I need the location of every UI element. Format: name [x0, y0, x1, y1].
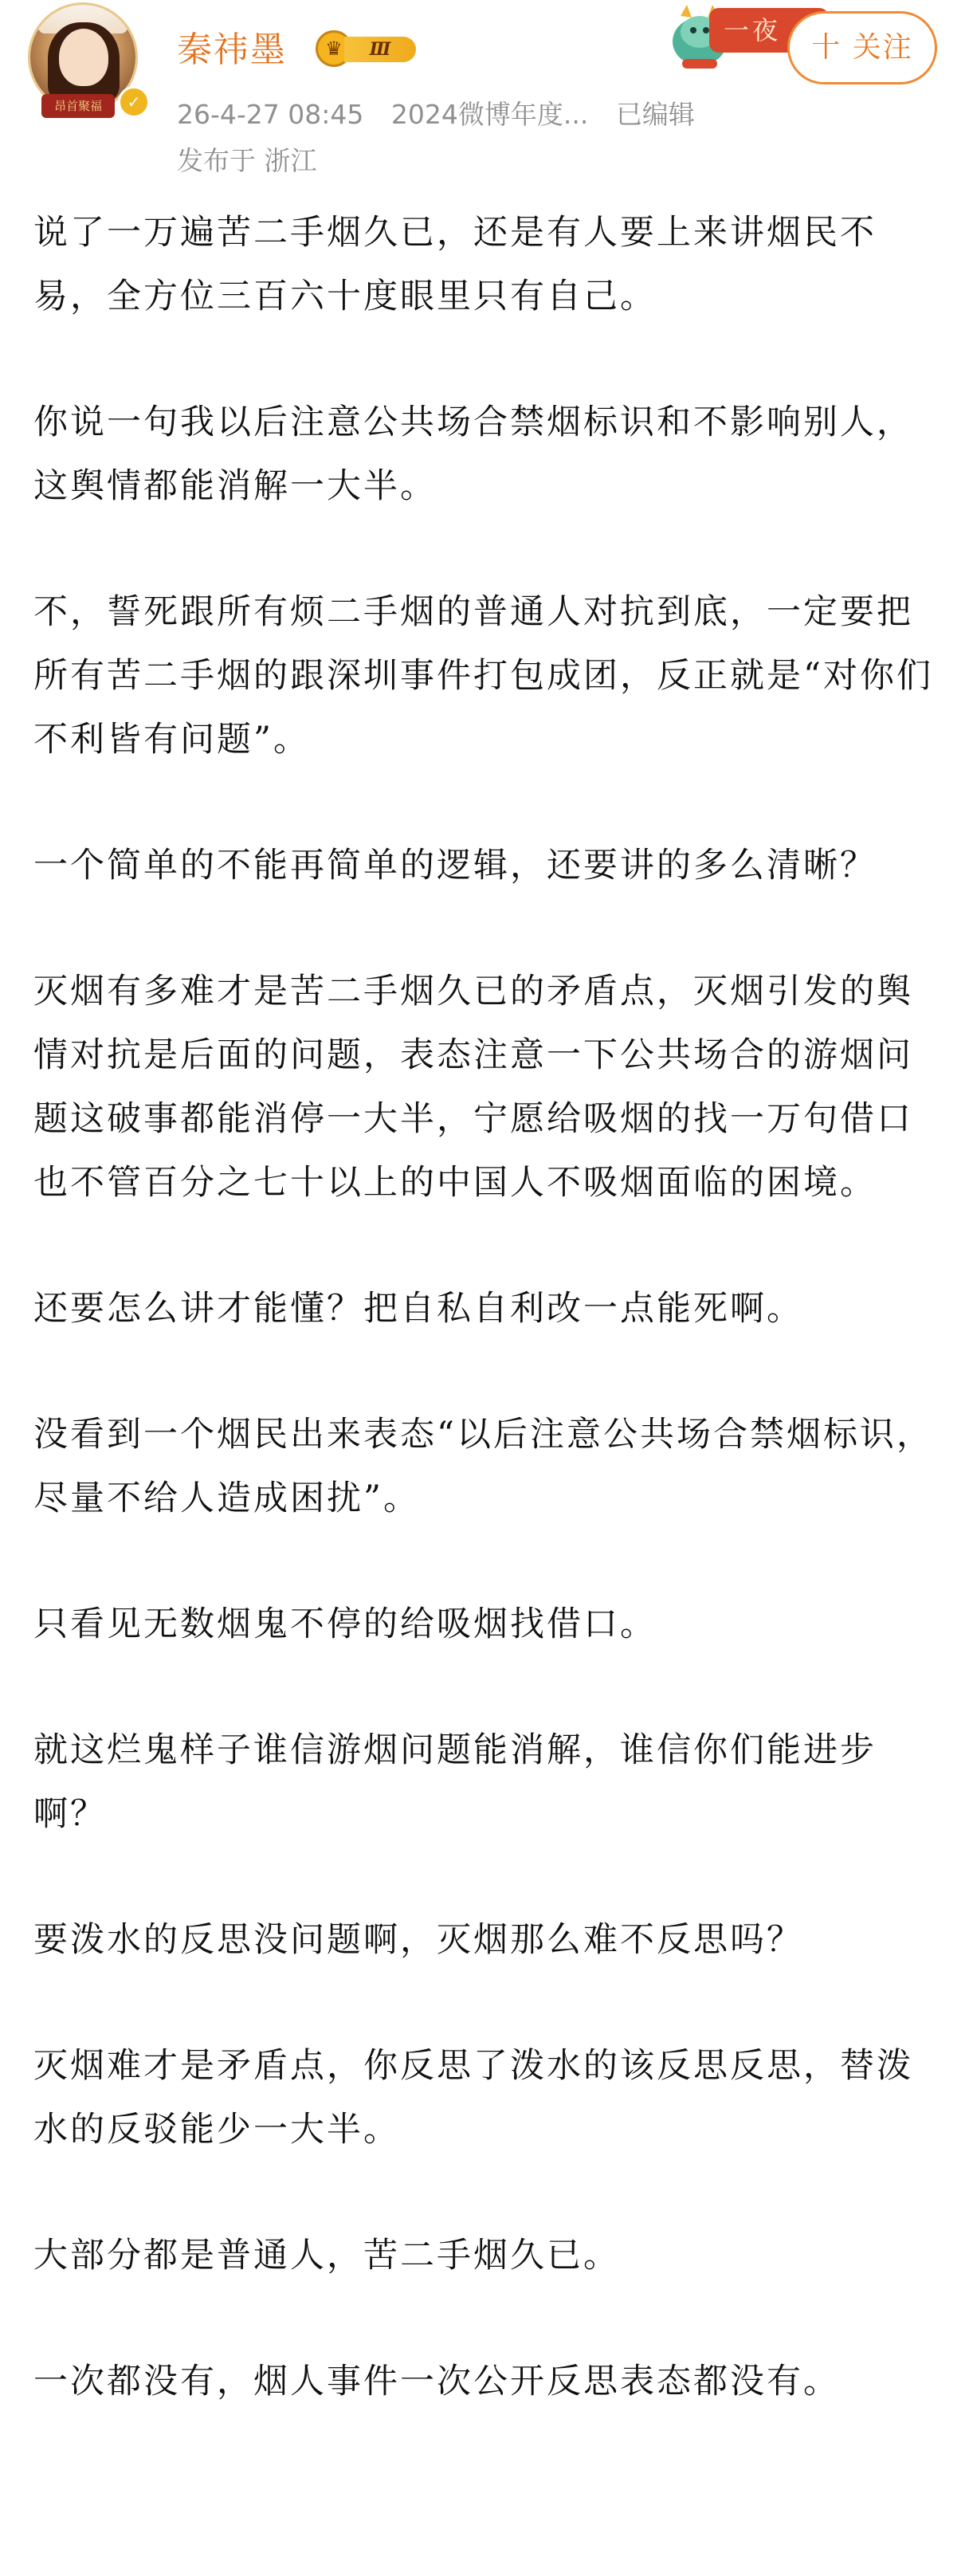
vip-level: Ⅲ [344, 37, 416, 62]
decor-banner: 一夜 [709, 8, 829, 53]
post-content [33, 201, 942, 2413]
username[interactable]: 秦祎墨 [177, 29, 287, 70]
post-location: 发布于 浙江 [177, 145, 317, 176]
post-source[interactable]: 2024微博年度... [390, 99, 589, 130]
post-timestamp: 26-4-27 08:45 [177, 99, 364, 130]
post-paragraph: 大部分都是普通人，苦二手烟久已。 [33, 2236, 620, 2276]
post-paragraph: 没看到一个烟民出来表态“以后注意公共场合禁烟标识，尽量不给人造成困扰”。 [33, 1415, 933, 1518]
post-paragraph: 灭烟难才是矛盾点，你反思了泼水的该反思反思，替泼水的反驳能少一大半。 [33, 2046, 913, 2150]
post-paragraph: 你说一句我以后注意公共场合禁烟标识和不影响别人，这舆情都能消解一大半。 [33, 402, 913, 506]
follow-button[interactable]: 十 关注 [787, 11, 937, 84]
post-paragraph: 说了一万遍苦二手烟久已，还是有人要上来讲烟民不易，全方位三百六十度眼里只有自己。 [33, 213, 877, 316]
post-paragraph: 只看见无数烟鬼不停的给吸烟找借口。 [33, 1604, 657, 1644]
post-meta [177, 94, 714, 132]
vip-badge[interactable] [316, 30, 419, 67]
post-paragraph: 一次都没有，烟人事件一次公开反思表态都没有。 [33, 2362, 840, 2401]
post-paragraph: 还要怎么讲才能懂？把自私自利改一点能死啊。 [33, 1289, 803, 1329]
avatar-badge: 昂首聚福 [41, 94, 115, 118]
post-header [0, 0, 969, 187]
post-paragraph: 一个简单的不能再简单的逻辑，还要讲的多么清晰？ [33, 846, 877, 886]
edited-label[interactable]: 已编辑 [615, 99, 695, 130]
post-paragraph: 灭烟有多难才是苦二手烟久已的矛盾点，灭烟引发的舆情对抗是后面的问题，表态注意一下公共场合的游烟问题这破事都能消停一大半，宁愿给吸烟的找一万句借口也不管百分之七十以上的中国人不吸烟面临的困境。 [33, 972, 913, 1203]
verified-icon: ✓ [118, 86, 150, 118]
post-paragraph: 不，誓死跟所有烦二手烟的普通人对抗到底，一定要把所有苦二手烟的跟深圳事件打包成团，反正就是“对你们不利皆有问题”。 [33, 592, 933, 760]
post-paragraph: 就这烂鬼样子谁信游烟问题能消解，谁信你们能进步啊？ [33, 1730, 877, 1834]
crown-icon: ♛ [316, 30, 352, 67]
avatar-face [59, 29, 108, 86]
post-paragraph: 要泼水的反思没问题啊，灭烟那么难不反思吗？ [33, 1920, 803, 1960]
